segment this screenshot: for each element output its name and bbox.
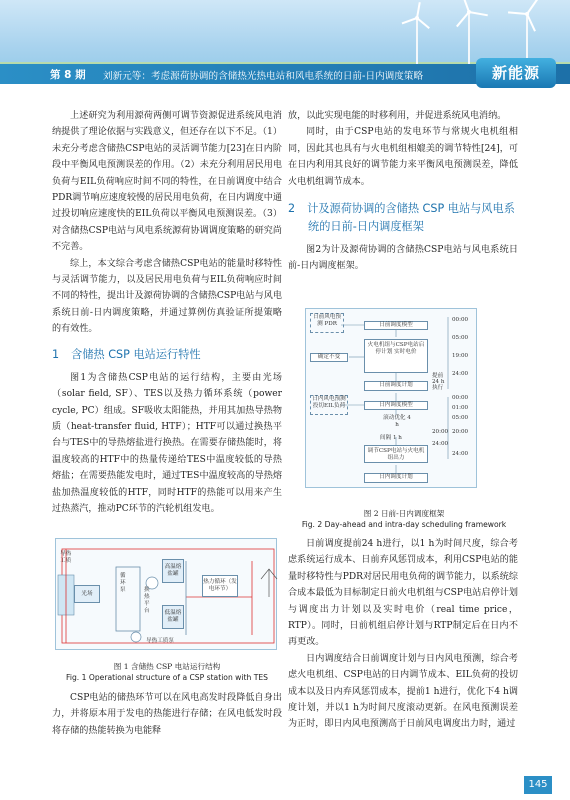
time-tick: 20:00 <box>452 429 469 435</box>
journal-logo: 新能源 <box>476 58 556 88</box>
label-circulation-pump: 循环泵 <box>120 573 126 593</box>
paragraph: CSP电站的储热环节可以在风电高发时段降低自身出力，并将原本用于发电的热能进行存储；在风电低发时段将存储的热能转换为电能释 <box>52 693 282 736</box>
right-column <box>288 108 518 275</box>
label-advance: 提前24 h执行 <box>432 373 445 391</box>
section-title: 含储热 CSP 电站运行特性 <box>71 347 201 361</box>
label-cold-tank: 低温熔盐罐 <box>162 605 184 629</box>
node-intra-day-model: 日内调度模型 <box>364 401 428 410</box>
paragraph: 日内调度结合日前调度计划与日内风电预测，综合考虑火电机组、CSP电站的日内调节成本、EIL负荷的投切成本以及日内弃风惩罚成本，提前1 h进行，优化下4 h调度计划，并以1 h为时间尺度滚动更新。在风电预测误差为正时，即日内风电预测高于日前风电调度出力时，通过 <box>288 653 518 730</box>
section-title: 计及源荷协调的含储热 CSP 电站与风电系统的日前-日内调度框架 <box>307 202 515 234</box>
right-column-bottom <box>288 536 518 733</box>
label-hot-tank: 高温熔盐罐 <box>162 559 184 583</box>
paragraph: 上述研究为利用源荷两侧可调节资源促进系统风电消纳提供了理论依据与实践意义，但还存在以下不足。（1）未充分考虑含储热CSP电站的灵活调节能力[23]在日内阶段中平衡风电预测误差的作用。（2）未充分利用居民用电负荷与EIL负荷响应时间不同的特性，在日前调度中结合PDR调节响应速度较慢的居民用电负荷，在日内调度中通过投切响应速度快的EIL负荷以平衡风电预测误差。（3）对含储热CSP电站与风电系统源荷协调调度策略的研究尚不完善。 <box>52 111 282 253</box>
node-intra-day-schedule: 日内调度计划 <box>364 473 428 483</box>
page-number: 145 <box>524 776 552 794</box>
figure-1-caption: 图 1 含储热 CSP 电站运行结构 <box>113 662 221 671</box>
figure-1-caption-en: Fig. 1 Operational structure of a CSP station with TES <box>66 673 268 682</box>
label-rolling: 滚动优化 4 h <box>383 415 411 428</box>
node-commitment-plan: 火电机组与CSP电站启停计划 实时电价 <box>364 339 428 373</box>
paragraph: 放，以此实现电能的时移利用，并促进系统风电消纳。 <box>288 111 507 121</box>
time-tick: 00:00 <box>452 317 469 323</box>
time-tick: 24:00 <box>432 441 449 447</box>
label-heat-exchanger: 换热平台 <box>144 587 150 614</box>
time-tick: 24:00 <box>452 371 469 377</box>
label-solar-field: 光场 <box>74 585 100 603</box>
node-intra-day-forecast: 日内风电预测 投切EIL负荷 <box>310 395 348 415</box>
wind-turbine-icon <box>510 2 544 64</box>
label-interval: 间隔 1 h <box>380 435 402 441</box>
left-column <box>52 108 282 517</box>
node-day-ahead-model: 日前调度模型 <box>364 321 428 330</box>
label-power-cycle: 热力循环（发电环节） <box>202 575 238 597</box>
paragraph: 同时，由于CSP电站的发电环节与常规火电机组相同，因此其也具有与火电机组相媲美的调节特性[24]，可在日内利用其良好的调节能力来平衡风电预测误差，降低火电机组调节成本。 <box>288 127 518 187</box>
paragraph: 图2为计及源荷协调的含储热CSP电站与风电系统日前-日内调度框架。 <box>288 245 518 272</box>
wind-turbine-icon <box>402 4 432 64</box>
label-htf: 导热工质 <box>60 551 72 564</box>
paragraph: 综上，本文综合考虑含储热CSP电站的能量时移特性与灵活调节能力，以及居民用电负荷与EIL负荷响应时间不同的特性，提出计及源荷协调的含储热CSP电站与风电系统日前-日内调度策略，并通过算例仿真验证所提策略的有效性。 <box>52 258 282 335</box>
time-tick: 05:00 <box>452 415 469 421</box>
issue-label: 第 8 期 <box>50 69 86 81</box>
figure-1 <box>55 538 277 650</box>
time-tick: 05:00 <box>452 335 469 341</box>
time-tick: 19:00 <box>452 353 469 359</box>
label-htf-pump: 导热工质泵 <box>146 638 174 644</box>
figure-2-caption-en: Fig. 2 Day-ahead and intra-day scheduling framework <box>301 520 507 529</box>
paragraph: 图1为含储热CSP电站的运行结构，主要由光场（solar field, SF）、TES以及热力循环系统（power cycle, PC）组成。SF吸收太阳能热，并用其加热导热物质（heat-transfer fluid, HTF）；HTF可以通过换热平台与TES中的导热熔盐进行换热。在需要存储热能时，将温度较高的HTF中的热量传递给TES中温度较低的导热熔盐；在需要热能发电时，通过TES中温度较高的导热熔盐加热温度较低的HTF，同时HTF的热能可以用来产生过热蒸汽，推动PC环节的汽轮机组发电。 <box>52 372 282 514</box>
figure-2 <box>305 308 477 488</box>
time-tick: 00:00 <box>452 395 469 401</box>
node-fixed: 确定不变 <box>310 353 348 362</box>
node-adjust-output: 调节CSP电站与火电机组出力 <box>364 445 428 463</box>
time-tick: 24:00 <box>452 451 469 457</box>
time-tick: 20:00 <box>432 429 449 435</box>
section-number: 2 <box>288 202 296 216</box>
time-tick: 01:00 <box>452 405 469 411</box>
left-column-bottom <box>52 690 282 739</box>
section-number: 1 <box>52 347 60 361</box>
paragraph: 日前调度提前24 h进行，以1 h为时间尺度，综合考虑系统运行成本、日前弃风惩罚成本，利用CSP电站的能量时移特性与PDR对居民用电负荷的调节能力，以系统综合成本最低为目标制定日前火电机组与CSP电站启停计划与调度出力计划以及实时电价（real time price，RTP）。同时，日前机组启停计划与RTP制定后在日内不再更改。 <box>288 539 518 648</box>
running-title: 刘新元等：考虑源荷协调的含储热光热电站和风电系统的日前-日内调度策略 <box>103 71 424 82</box>
section-heading-2 <box>288 200 518 236</box>
node-day-ahead-schedule: 日前调度计划 <box>364 381 428 391</box>
section-heading-1 <box>52 346 282 364</box>
node-day-ahead-forecast: 日前风电预测 PDR <box>310 313 344 333</box>
figure-2-caption: 图 2 日前-日内调度框架 <box>363 509 445 518</box>
wind-turbine-icon <box>452 0 486 64</box>
